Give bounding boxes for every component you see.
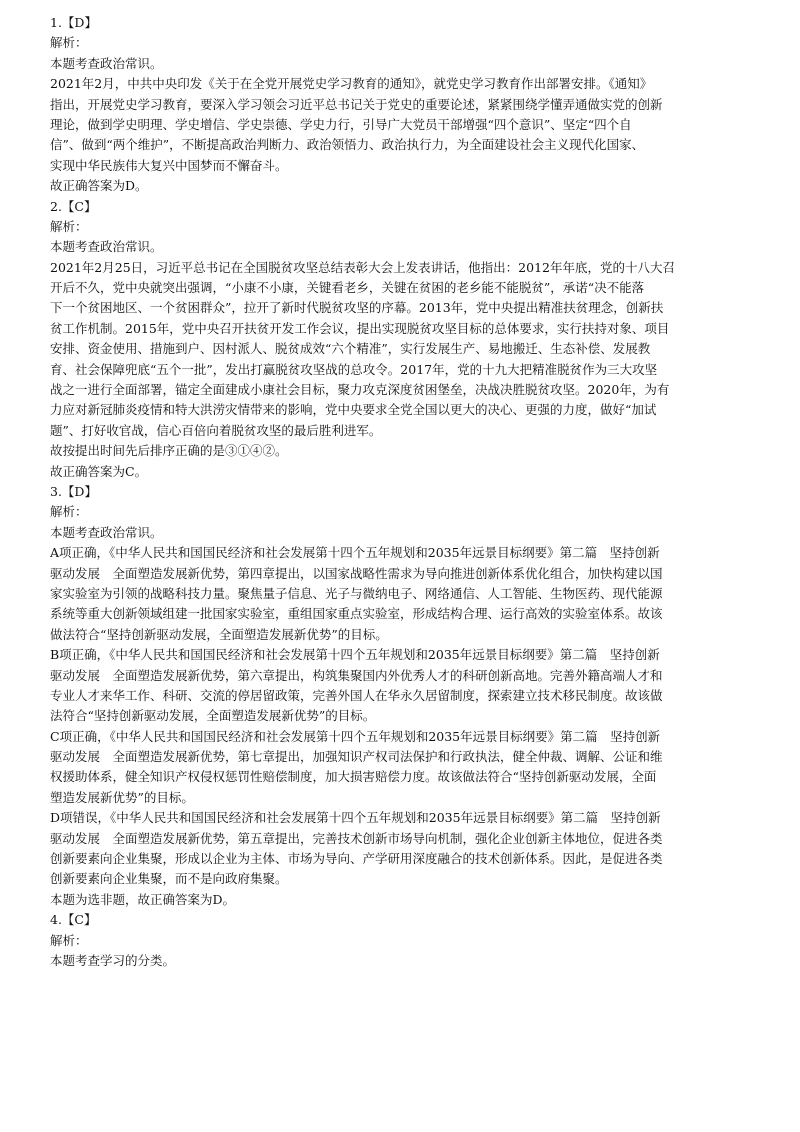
text-line: 专业人才来华工作、科研、交流的停居留政策，完善外国人在华永久居留制度，探索建立技术移民制度。故该做 [50, 687, 663, 703]
text-line: 开后不久，党中央就突出强调，“小康不小康，关键看老乡，关键在贫困的老乡能不能脱贫”，承诺“决不能落 [50, 280, 645, 296]
text-line: 塑造发展新优势”的目标。 [50, 789, 194, 805]
text-line: 题”、打好收官战，信心百倍向着脱贫攻坚的最后胜利进军。 [50, 422, 382, 438]
text-line: 本题考查政治常识。 [50, 55, 163, 71]
text-line: 创新要素向企业集聚，形成以企业为主体、市场为导向、产学研用深度融合的技术创新体系。因此，是促进各类 [50, 851, 663, 867]
text-line: 本题考查学习的分类。 [50, 952, 176, 968]
text-line: 家实验室为引领的战略科技力量。聚焦量子信息、光子与微纳电子、网络通信、人工智能、生物医药、现代能源 [50, 585, 663, 601]
text-line: 育、社会保障兜底“五个一批”，发出打赢脱贫攻坚战的总攻令。2017年，党的十九大把精准脱贫作为三大攻坚 [50, 361, 658, 377]
text-line: 本题为选非题，故正确答案为D。 [50, 891, 236, 907]
text-line: A项正确，《中华人民共和国国民经济和社会发展第十四个五年规划和2035年远景目标纲要》第二篇 坚持创新 [50, 545, 660, 561]
text-line: 3.【D】 [50, 483, 97, 499]
text-line: 驱动发展 全面塑造发展新优势，第七章提出，加强知识产权司法保护和行政执法，健全仲裁、调解、公证和维 [50, 749, 663, 765]
text-line: 理论，做到学史明理、学史增信、学史崇德、学史力行，引导广大党员干部增强“四个意识”、坚定“四个自 [50, 116, 632, 132]
text-line: D项错误，《中华人民共和国国民经济和社会发展第十四个五年规划和2035年远景目标纲要》第二篇 坚持创新 [50, 810, 661, 826]
text-line: 做法符合“坚持创新驱动发展，全面塑造发展新优势”的目标。 [50, 626, 388, 642]
text-line: 实现中华民族伟大复兴中国梦而不懈奋斗。 [50, 157, 288, 173]
text-line: 安排、资金使用、措施到户、因村派人、脱贫成效“六个精准”，实行发展生产、易地搬迁、生态补偿、发展教 [50, 341, 651, 357]
text-line: 创新要素向企业集聚，而不是向政府集聚。 [50, 871, 288, 887]
text-line: 2021年2月，中共中央印发《关于在全党开展党史学习教育的通知》，就党史学习教育作出部署安排。《通知》 [50, 76, 653, 92]
text-line: 指出，开展党史学习教育，要深入学习领会习近平总书记关于党史的重要论述，紧紧围绕学懂弄通做实党的创新 [50, 96, 663, 112]
text-line: 故正确答案为D。 [50, 178, 148, 194]
text-line: 故按提出时间先后排序正确的是③①④②。 [50, 443, 288, 459]
text-line: C项正确，《中华人民共和国国民经济和社会发展第十四个五年规划和2035年远景目标纲要》第二篇 坚持创新 [50, 728, 661, 744]
text-line: 2.【C】 [50, 198, 97, 214]
text-line: 战之一进行全面部署，锚定全面建成小康社会目标，聚力攻克深度贫困堡垒，决战决胜脱贫攻坚。2020年，为有 [50, 382, 670, 398]
text-line: 1.【D】 [50, 15, 97, 30]
text-line: 本题考查政治常识。 [50, 524, 163, 540]
text-line: 权援助体系，健全知识产权侵权惩罚性赔偿制度，加大损害赔偿力度。故该做法符合“坚持创新驱动发展，全面 [50, 769, 657, 785]
text-line: 法符合“坚持创新驱动发展，全面塑造发展新优势”的目标。 [50, 708, 376, 724]
text-line: 下一个贫困地区、一个贫困群众”，拉开了新时代脱贫攻坚的序幕。2013年，党中央提出精准扶贫理念，创新扶 [50, 300, 664, 316]
text-line: 驱动发展 全面塑造发展新优势，第六章提出，构筑集聚国内外优秀人才的科研创新高地。完善外籍高端人才和 [50, 667, 663, 683]
text-line: 解析： [50, 35, 88, 51]
text-line: 解析： [50, 218, 88, 234]
text-line: 4.【C】 [50, 912, 97, 928]
document-page [50, 13, 755, 971]
text-line: 驱动发展 全面塑造发展新优势，第四章提出，以国家战略性需求为导向推进创新体系优化组合，加快构建以国 [50, 565, 663, 581]
text-line: 力应对新冠肺炎疫情和特大洪涝灾情带来的影响，党中央要求全党全国以更大的决心、更强的力度，做好“加试 [50, 402, 657, 418]
text-line: 解析： [50, 932, 88, 948]
text-line: 信”、做到“两个维护”，不断提高政治判断力、政治领悟力、政治执行力，为全面建设社会主义现代化国家、 [50, 137, 645, 153]
text-line: 2021年2月25日，习近平总书记在全国脱贫攻坚总结表彰大会上发表讲话，他指出：2012年年底，党的十八大召 [50, 259, 675, 275]
text-line: 解析： [50, 504, 88, 520]
text-line: B项正确，《中华人民共和国国民经济和社会发展第十四个五年规划和2035年远景目标纲要》第二篇 坚持创新 [50, 647, 660, 663]
text-line: 贫工作机制。2015年，党中央召开扶贫开发工作会议，提出实现脱贫攻坚目标的总体要求，实行扶持对象、项目 [50, 320, 670, 336]
text-line: 故正确答案为C。 [50, 463, 148, 479]
text-line: 系统等重大创新领域组建一批国家实验室，重组国家重点实验室，形成结构合理、运行高效的实验室体系。故该 [50, 606, 663, 622]
text-line: 驱动发展 全面塑造发展新优势，第五章提出，完善技术创新市场导向机制，强化企业创新主体地位，促进各类 [50, 830, 663, 846]
text-line: 本题考查政治常识。 [50, 239, 163, 255]
